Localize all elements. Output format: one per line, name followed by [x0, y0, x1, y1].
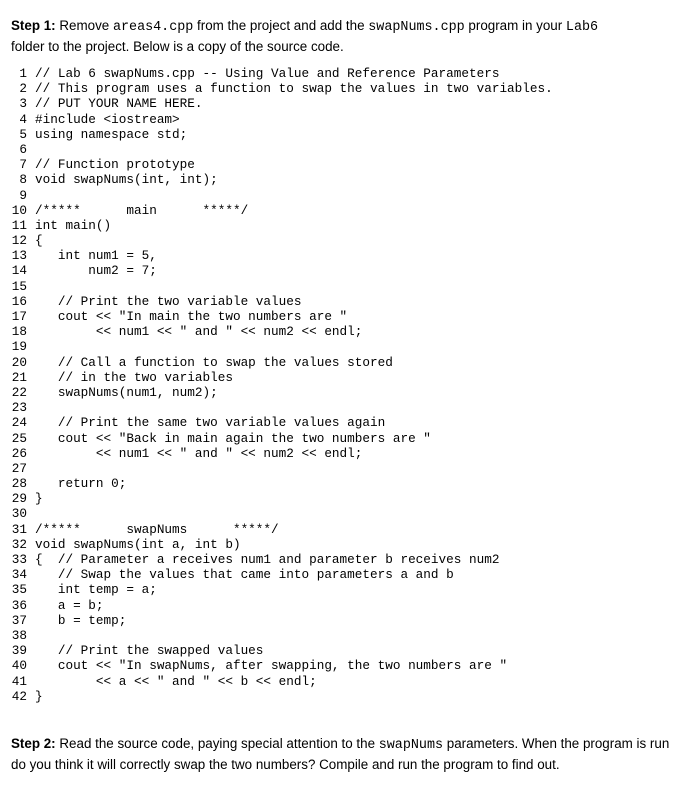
line-number: 1 — [19, 66, 27, 81]
step2-code-swapnums: swapNums — [378, 738, 444, 753]
code-text: // This program uses a function to swap the values in two variables. — [35, 81, 553, 97]
step1-text-1: Remove — [55, 18, 113, 33]
code-text: int main() — [35, 217, 112, 233]
line-number: 34 — [11, 567, 27, 583]
line-number: 33 — [11, 552, 27, 567]
code-text: a = b; — [35, 597, 104, 613]
code-text: // PUT YOUR NAME HERE. — [35, 96, 203, 112]
line-number: 13 — [11, 248, 27, 264]
code-text: // Call a function to swap the values stored — [35, 354, 393, 370]
code-line — [11, 537, 553, 552]
code-line — [11, 218, 553, 233]
line-number: 10 — [11, 202, 27, 218]
line-number: 21 — [11, 369, 27, 385]
code-text: // in the two variables — [35, 369, 233, 385]
code-text: using namespace std; — [35, 126, 188, 142]
code-text: int temp = a; — [35, 582, 157, 598]
line-number: 4 — [19, 111, 27, 127]
step1-text-4: folder to the project. Below is a copy of the source code. — [11, 39, 344, 54]
line-number: 7 — [19, 157, 27, 173]
code-line — [11, 96, 553, 111]
step1-text-3: program in your — [464, 18, 566, 33]
code-text: int num1 = 5, — [35, 248, 157, 264]
code-line — [11, 355, 553, 370]
code-text: { // Parameter a receives num1 and parameter b receives num2 — [35, 552, 500, 567]
code-line — [11, 446, 553, 461]
line-number: 3 — [19, 96, 27, 112]
code-text: // Print the same two variable values again — [35, 415, 386, 431]
code-text: // Print the two variable values — [35, 293, 302, 309]
code-text: /***** main *****/ — [35, 202, 249, 218]
code-line — [11, 567, 553, 582]
code-line — [11, 279, 553, 294]
code-line — [11, 643, 553, 658]
line-number: 22 — [11, 384, 27, 400]
line-number: 27 — [11, 460, 27, 476]
code-line — [11, 188, 553, 203]
line-number: 28 — [11, 476, 27, 492]
line-number: 20 — [11, 354, 27, 370]
line-number: 12 — [11, 233, 27, 249]
code-text: } — [35, 491, 43, 507]
code-line — [11, 476, 553, 491]
code-text: cout << "In swapNums, after swapping, the two numbers are " — [35, 658, 508, 674]
code-text: /***** swapNums *****/ — [35, 521, 279, 537]
code-text: { — [35, 233, 43, 249]
code-text: << a << " and " << b << endl; — [35, 673, 317, 689]
line-number: 19 — [11, 339, 27, 355]
line-number: 14 — [11, 263, 27, 279]
code-text: cout << "Back in main again the two numbers are " — [35, 430, 431, 446]
code-line — [11, 309, 553, 324]
line-number: 36 — [11, 597, 27, 613]
line-number: 11 — [11, 217, 27, 233]
code-line — [11, 506, 553, 521]
line-number: 42 — [11, 688, 27, 704]
line-number: 24 — [11, 415, 27, 431]
code-text: void swapNums(int, int); — [35, 172, 218, 188]
code-text: void swapNums(int a, int b) — [35, 536, 241, 552]
code-line — [11, 370, 553, 385]
code-line — [11, 491, 553, 506]
code-line — [11, 248, 553, 263]
code-line — [11, 127, 553, 142]
code-line — [11, 233, 553, 248]
code-text: b = temp; — [35, 612, 127, 628]
step1-code-lab6: Lab6 — [565, 20, 599, 35]
line-number: 15 — [11, 278, 27, 294]
line-number: 8 — [19, 172, 27, 188]
code-text: // Print the swapped values — [35, 643, 264, 659]
code-line — [11, 112, 553, 127]
line-number: 40 — [11, 658, 27, 674]
code-line — [11, 172, 553, 187]
code-line — [11, 461, 553, 476]
code-line — [11, 324, 553, 339]
code-line — [11, 81, 553, 96]
code-text: // Swap the values that came into parameters a and b — [35, 567, 454, 583]
code-line — [11, 582, 553, 597]
code-line — [11, 522, 553, 537]
step2-paragraph — [11, 734, 676, 774]
code-line — [11, 613, 553, 628]
line-number: 35 — [11, 582, 27, 598]
step1-paragraph — [11, 16, 676, 56]
line-number: 29 — [11, 491, 27, 507]
code-line — [11, 66, 553, 81]
code-line — [11, 674, 553, 689]
code-line — [11, 142, 553, 157]
line-number: 41 — [11, 673, 27, 689]
code-line — [11, 157, 553, 172]
code-line — [11, 294, 553, 309]
code-line — [11, 400, 553, 415]
code-text: << num1 << " and " << num2 << endl; — [35, 445, 363, 461]
code-text: #include <iostream> — [35, 111, 180, 127]
code-line — [11, 689, 553, 704]
step2-text-1: Read the source code, paying special attention to the — [55, 736, 379, 751]
line-number: 25 — [11, 430, 27, 446]
line-number: 37 — [11, 612, 27, 628]
step1-text-2: from the project and add the — [193, 18, 369, 33]
code-text: << num1 << " and " << num2 << endl; — [35, 324, 363, 340]
code-line — [11, 263, 553, 278]
code-text: return 0; — [35, 476, 127, 492]
line-number: 2 — [19, 81, 27, 97]
line-number: 16 — [11, 293, 27, 309]
code-line — [11, 415, 553, 430]
step1-label: Step 1: — [11, 18, 56, 33]
code-line — [11, 598, 553, 613]
step2-label: Step 2: — [11, 736, 56, 751]
code-line — [11, 658, 553, 673]
code-line — [11, 385, 553, 400]
code-line — [11, 339, 553, 354]
step1-code-areas4: areas4.cpp — [112, 20, 194, 35]
line-number: 38 — [11, 627, 27, 643]
code-text: // Lab 6 swapNums.cpp -- Using Value and Reference Parameters — [35, 66, 500, 81]
line-number: 18 — [11, 324, 27, 340]
line-number: 32 — [11, 536, 27, 552]
code-text: num2 = 7; — [35, 263, 157, 279]
code-text: cout << "In main the two numbers are " — [35, 309, 348, 324]
line-number: 31 — [11, 521, 27, 537]
line-number: 9 — [19, 187, 27, 203]
line-number: 17 — [11, 309, 27, 324]
code-text: // Function prototype — [35, 157, 195, 173]
code-text: } — [35, 688, 43, 704]
code-line — [11, 628, 553, 643]
line-number: 5 — [19, 126, 27, 142]
step1-code-swapnums: swapNums.cpp — [368, 20, 465, 35]
code-listing — [11, 66, 553, 704]
step2-text-2: parameters. When the program is run do you think it will correctly swap the two numbers? Compile and run the program to find out. — [11, 736, 670, 772]
line-number: 23 — [11, 400, 27, 416]
code-line — [11, 203, 553, 218]
code-text: swapNums(num1, num2); — [35, 384, 218, 400]
code-line — [11, 552, 553, 567]
line-number: 39 — [11, 643, 27, 659]
line-number: 30 — [11, 506, 27, 522]
line-number: 26 — [11, 445, 27, 461]
code-line — [11, 431, 553, 446]
line-number: 6 — [19, 141, 27, 157]
